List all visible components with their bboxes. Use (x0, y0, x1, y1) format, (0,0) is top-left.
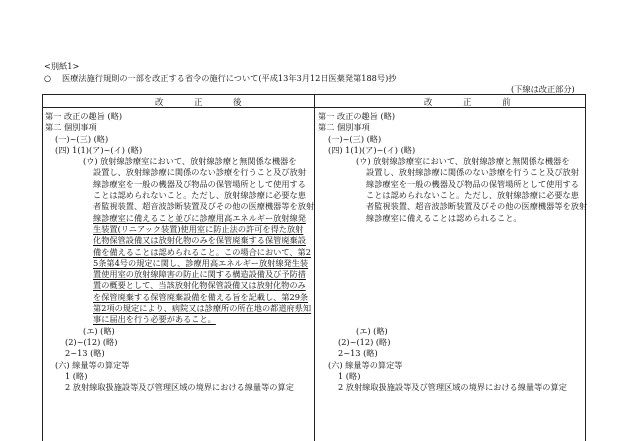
left-line: 第二 個別事項 (45, 122, 97, 133)
right-line: (ウ) 放射線診療室において、放射線診療と無関係な機器を (356, 156, 570, 167)
left-line: 2~13 (略) (65, 348, 105, 359)
left-line: 第一 改正の趣旨 (略) (45, 111, 123, 121)
right-line: 2 放射線取扱施設等及び管理区域の境界における線量等の算定 (338, 382, 567, 393)
left-line: (ウ) 放射線診療室において、放射線診療と無関係な機器を (83, 156, 297, 167)
right-line: ことは認められないこと。ただし、放射線診療に必要な患 (366, 190, 579, 201)
right-line: (四) 1(1)(ア)~(イ) (略) (328, 144, 416, 155)
left-line: (2)~(12) (略) (65, 336, 118, 347)
left-line: (四) 1(1)(ア)~(イ) (略) (55, 144, 143, 155)
left-line: 線診療室を一般の機器及び物品の保管場所として使用する (93, 178, 306, 189)
right-line: (エ) (略) (356, 325, 388, 336)
left-line-amended: 生装置(リニアック装置)使用室に防止法の許可を得た放射 (93, 223, 304, 234)
left-line-amended: 化物保管設備又は放射化物のみを保管廃棄する保管廃棄設 (93, 235, 306, 246)
amended-text-column (45, 111, 314, 393)
comparison-table (42, 94, 586, 441)
right-line: 第二 個別事項 (318, 122, 370, 133)
left-line: 1 (略) (65, 370, 88, 381)
document-title: 医療法施行規則の一部を改正する省令の施行について(平成13年3月12日医薬発第188号)抄 (62, 73, 397, 83)
left-line: 設置し、放射線診療に関係のない診療を行うこと及び放射 (93, 167, 306, 178)
right-line: (2)~(12) (略) (338, 336, 391, 347)
right-line: 2~13 (略) (338, 348, 378, 359)
left-line-amended: 置使用室の放射線障害の防止に関する構造設備及び予防措 (93, 269, 306, 280)
right-line: 線診療室を一般の機器及び物品の保管場所として使用する (366, 178, 579, 189)
left-line-amended: を保管廃棄する保管廃棄設備を備える旨を記載し、第29条 (93, 291, 309, 302)
right-column-header: 改 正 前 (424, 97, 525, 107)
left-line-amended: 第2項の規定により、病院又は診療所の所在地の都道府県知 (93, 303, 312, 314)
left-line-amended: 置の概要として、当該放射化物保管設備又は放射化物のみ (93, 280, 306, 291)
left-line-amended: 事に届出を行う必要があること。 (93, 314, 216, 325)
left-line: (一)~(三) (略) (55, 133, 109, 144)
table-left-border (42, 94, 43, 441)
left-line-amended: 備を備えることは認められること。この場合において、第2 (93, 246, 311, 257)
right-line: (一)~(三) (略) (328, 133, 382, 144)
right-line: 線診療室に備えることは認められること。 (366, 212, 522, 223)
left-line: 者監視装置、超音波診断装置及びその他の医療機器等を放射 (93, 201, 315, 212)
right-line: 1 (略) (338, 370, 361, 381)
right-line: 第一 改正の趣旨 (略) (318, 111, 396, 121)
bullet-icon: ○ (44, 73, 52, 83)
right-line: 者監視装置、超音波診断装置及びその他の医療機器等を放射 (366, 201, 588, 212)
column-divider (314, 94, 315, 441)
left-line: (エ) (略) (83, 325, 115, 336)
left-line: ことは認められないこと。ただし、放射線診療に必要な患 (93, 190, 306, 201)
left-line-amended: 線診療室に備えること並びに診療用高エネルギー放射線発 (93, 212, 306, 223)
left-line-amended: 5条第4号の規定に関し、診療用高エネルギー放射線発生装 (93, 257, 309, 268)
attachment-label: <別紙1> (44, 61, 80, 71)
left-line: (六) 線量等の算定等 (55, 359, 130, 370)
underline-note: (下線は改正部分) (511, 84, 575, 94)
right-line: 設置し、放射線診療に関係のない診療を行うこと及び放射 (366, 167, 579, 178)
left-column-header: 改 正 後 (155, 97, 256, 107)
previous-text-column (318, 111, 587, 393)
right-line: (六) 線量等の算定等 (328, 359, 403, 370)
left-line: 2 放射線取扱施設等及び管理区域の境界における線量等の算定 (65, 382, 294, 393)
blank-spacer (318, 224, 587, 326)
